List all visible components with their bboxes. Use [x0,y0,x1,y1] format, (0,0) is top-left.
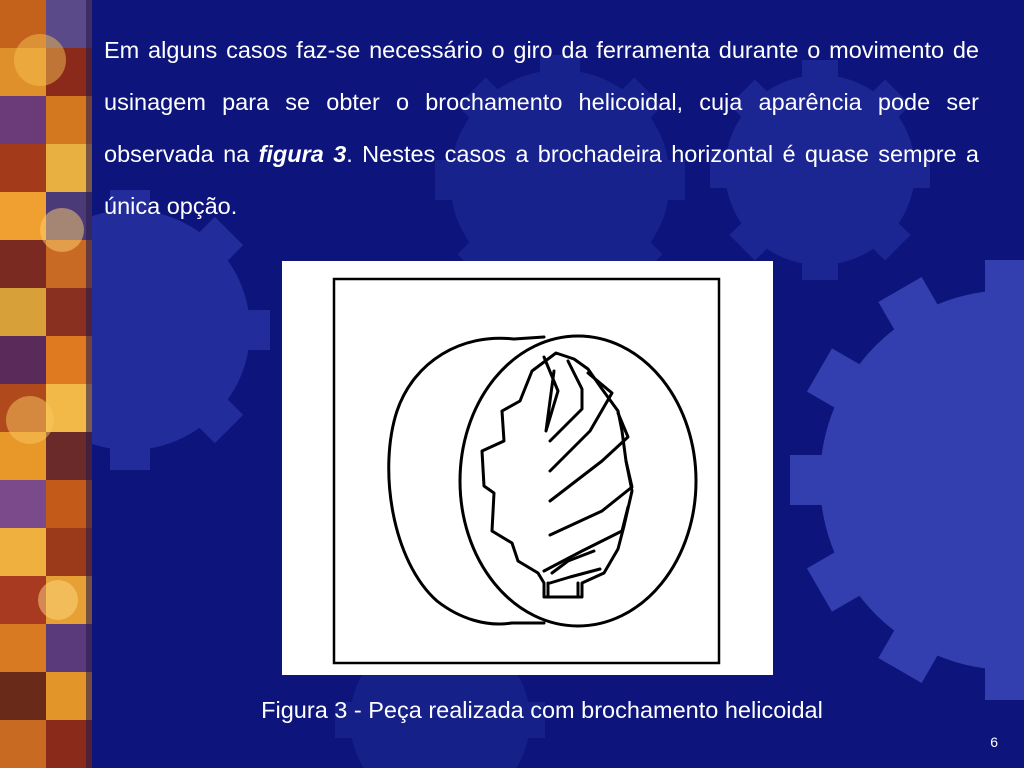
figure-caption: Figura 3 - Peça realizada com brochamento helicoidal [261,697,823,723]
body-text-part-2: . Nestes casos a brochadeira horizontal é quase sempre a única opção. [104,141,980,219]
body-paragraph [104,24,979,232]
body-text-part-1: Em alguns casos faz-se necessário o giro da ferramenta durante o movimento de usinagem para se obter o brochamento helicoidal, cuja aparência pode ser observada na [104,37,979,167]
page-number: 6 [990,734,998,750]
helical-broached-part-drawing [282,261,773,675]
side-mosaic-strip [0,0,92,768]
figure-3-image [282,261,773,675]
figure-reference: figura 3 [258,141,347,167]
